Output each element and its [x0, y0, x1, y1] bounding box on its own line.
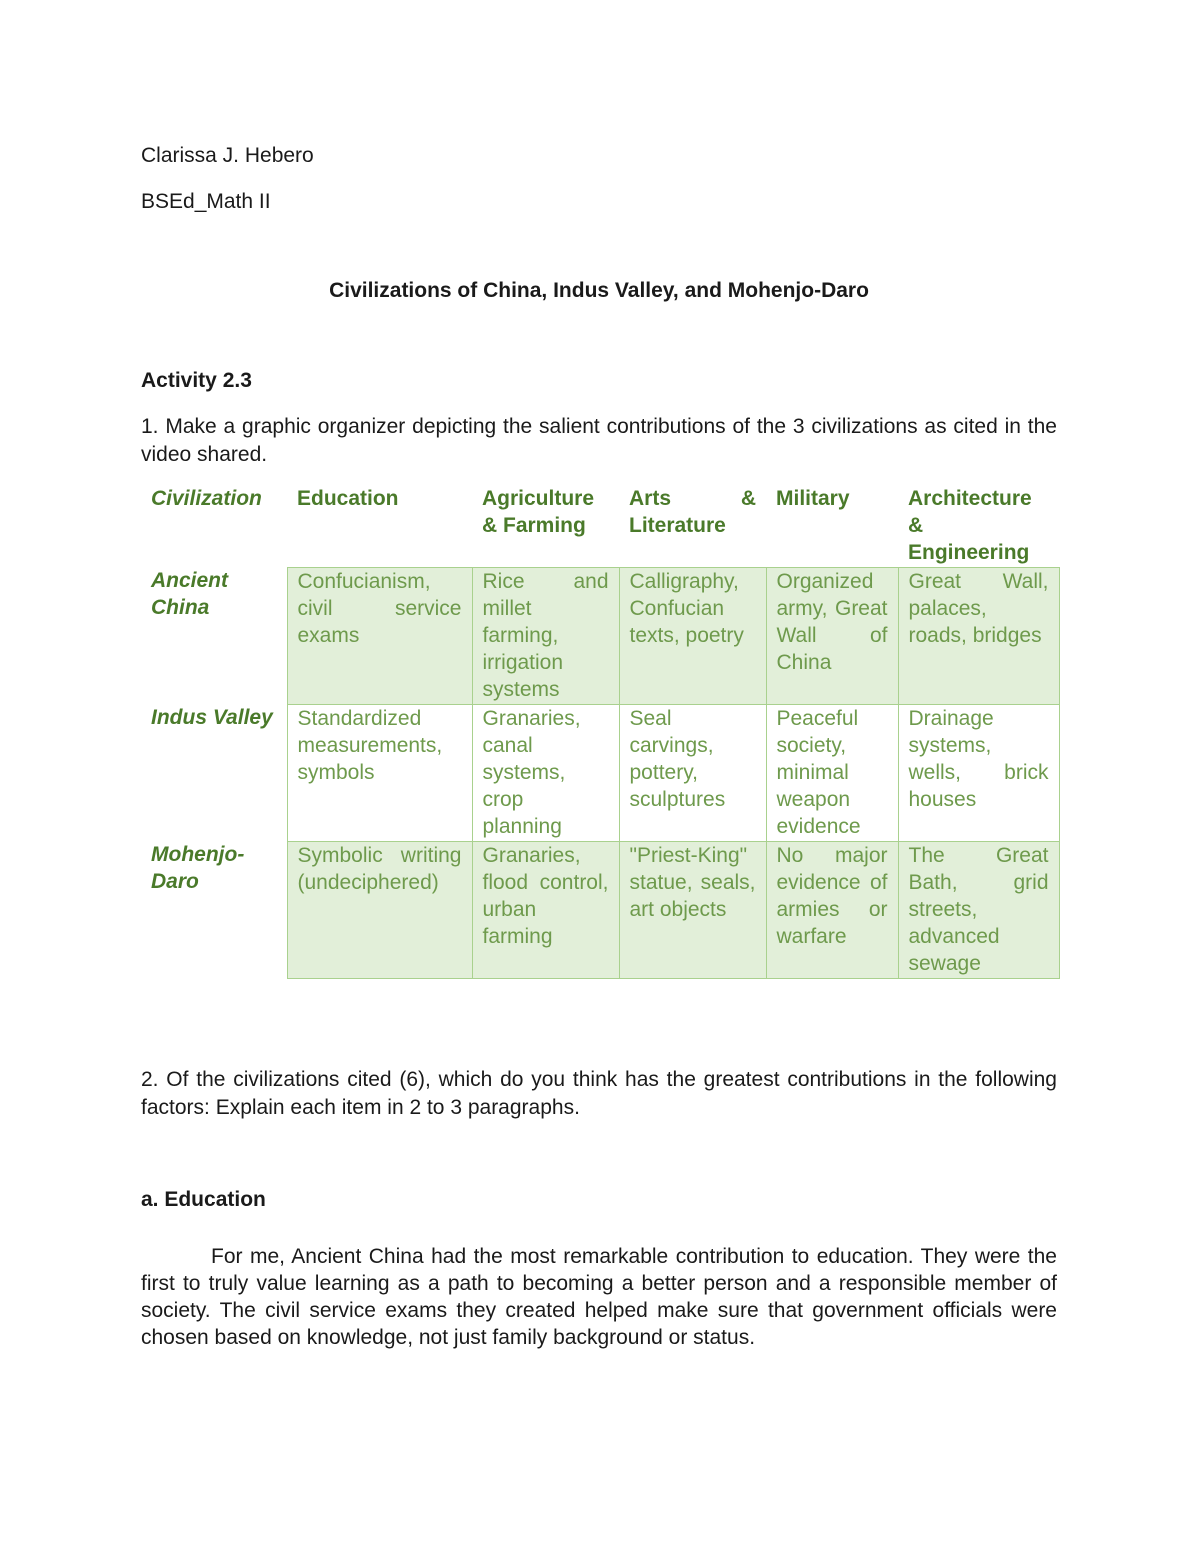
- header-architecture: Architecture & Engineering: [908, 487, 1032, 565]
- table-row: [141, 841, 1059, 978]
- table-cell: Great Wall, palaces, roads, bridges: [898, 567, 1059, 704]
- civilization-label: Mohenjo-Daro: [141, 841, 287, 978]
- header-military: Military: [776, 487, 850, 510]
- question-2: 2. Of the civilizations cited (6), which do you think has the greatest contributions in the following factors: Explain each item in 2 to 3 paragraphs.: [141, 1068, 1057, 1119]
- header-arts: Arts & Literature: [629, 487, 756, 538]
- table-cell: Calligraphy, Confucian texts, poetry: [619, 567, 766, 704]
- table-cell: Granaries, canal systems, crop planning: [472, 704, 619, 841]
- table-cell: Symbolic writing (undeciphered): [287, 841, 472, 978]
- civilization-label: Ancient China: [141, 567, 287, 704]
- document-title: Civilizations of China, Indus Valley, and Mohenjo-Daro: [329, 279, 869, 302]
- table-cell: "Priest-King" statue, seals, art objects: [619, 841, 766, 978]
- header-civilization: Civilization: [151, 487, 262, 510]
- activity-heading: Activity 2.3: [141, 369, 252, 392]
- graphic-organizer-table: [141, 484, 1060, 979]
- civilization-label: Indus Valley: [141, 704, 287, 841]
- table-cell: The Great Bath, grid streets, advanced sewage: [898, 841, 1059, 978]
- header-education: Education: [297, 487, 399, 510]
- question-1: 1. Make a graphic organizer depicting the salient contributions of the 3 civilizations as cited in the video shared.: [141, 415, 1057, 466]
- table-cell: Rice and millet farming, irrigation systems: [472, 567, 619, 704]
- table-cell: Standardized measurements, symbols: [287, 704, 472, 841]
- table-cell: Seal carvings, pottery, sculptures: [619, 704, 766, 841]
- section-a-heading: a. Education: [141, 1188, 266, 1211]
- section-a-paragraph: For me, Ancient China had the most remarkable contribution to education. They were the first to truly value learning as a path to becoming a better person and a responsible member of society. The civil service exams they created helped make sure that government officials were chosen based on knowledge, not just family background or status.: [141, 1245, 1057, 1349]
- table-row: [141, 567, 1059, 704]
- table-cell: Peaceful society, minimal weapon evidence: [766, 704, 898, 841]
- table-cell: Organized army, Great Wall of China: [766, 567, 898, 704]
- header-agriculture: Agriculture & Farming: [482, 487, 595, 538]
- table-cell: Granaries, flood control, urban farming: [472, 841, 619, 978]
- table-header-row: [141, 484, 1059, 567]
- table-row: [141, 704, 1059, 841]
- course-label: BSEd_Math II: [141, 190, 271, 213]
- table-cell: Confucianism, civil service exams: [287, 567, 472, 704]
- table-cell: No major evidence of armies or warfare: [766, 841, 898, 978]
- student-name: Clarissa J. Hebero: [141, 144, 314, 167]
- table-cell: Drainage systems, wells, brick houses: [898, 704, 1059, 841]
